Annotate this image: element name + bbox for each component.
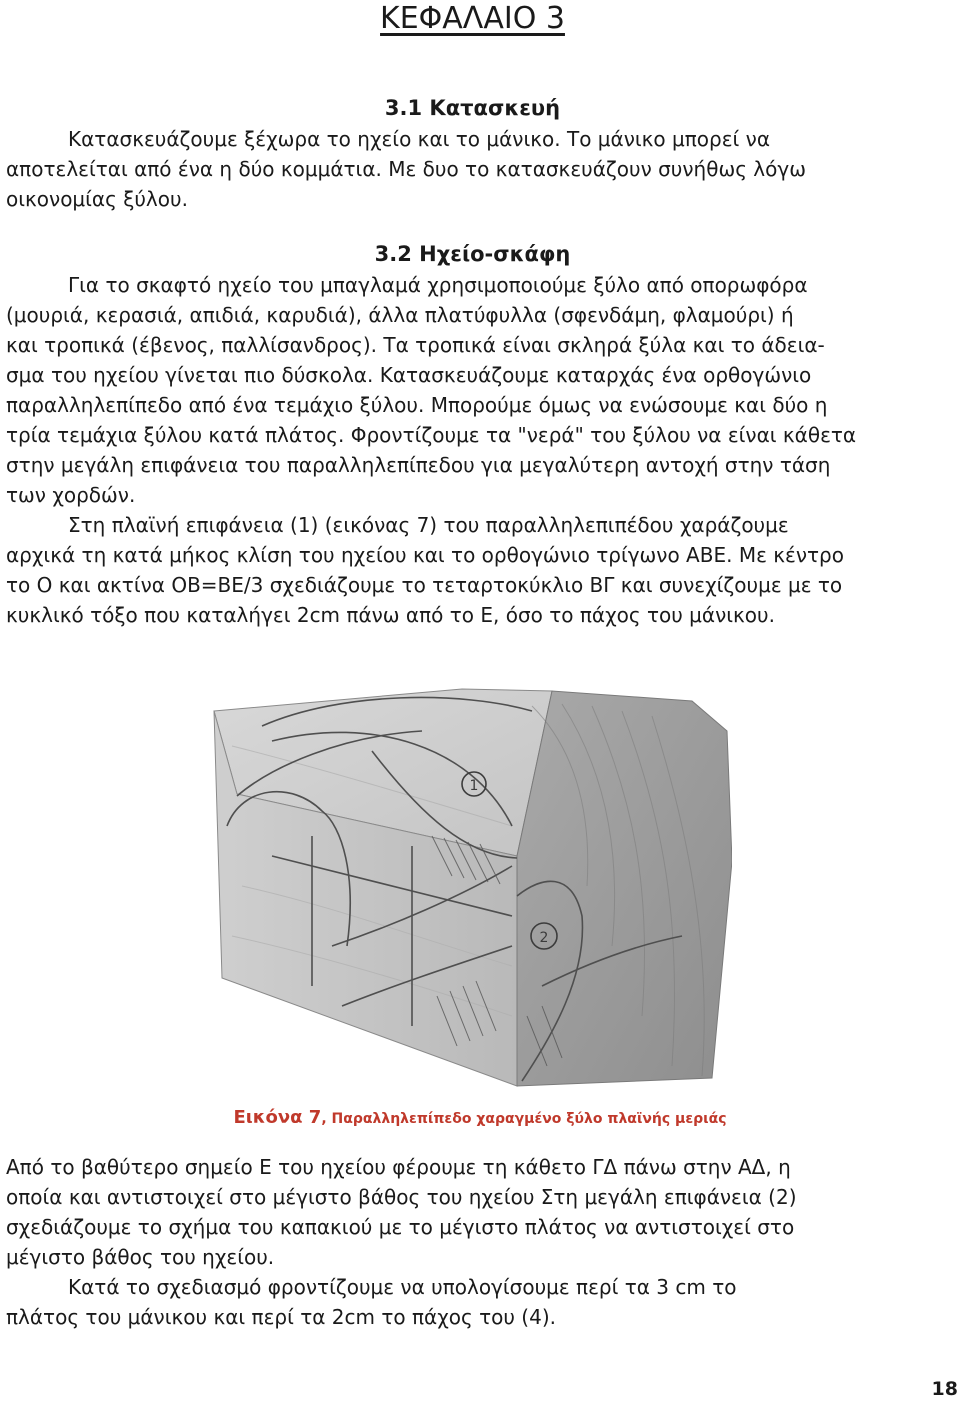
wood-block-photo bbox=[212, 686, 732, 1091]
figure-caption-text: , Παραλληλεπίπεδο χαραγμένο ξύλο πλαϊνής μεριάς bbox=[321, 1111, 727, 1127]
chapter-title: ΚΕΦΑΛΑΙΟ 3 bbox=[380, 1, 565, 36]
marker-1-text: 1 bbox=[469, 778, 479, 794]
section-3-2-paragraph-2 bbox=[6, 510, 951, 630]
block-end-face bbox=[517, 691, 732, 1086]
text-line: οικονομίας ξύλου. bbox=[6, 187, 188, 211]
text-line: Κατασκευάζουμε ξέχωρα το ηχείο και το μάνικο. Το μάνικο μπορεί να bbox=[68, 127, 771, 151]
text-line: (μουριά, κερασιά, απιδιά, καρυδιά), άλλα πλατύφυλλα (σφενδάμη, φλαμούρι) ή bbox=[6, 303, 794, 327]
text-line: παραλληλεπίπεδο από ένα τεμάχιο ξύλου. Μπορούμε όμως να ενώσουμε και δύο η bbox=[6, 393, 828, 417]
text-line: το Ο και ακτίνα ΟΒ=ΒΕ/3 σχεδιάζουμε το τεταρτοκύκλιο ΒΓ και συνεχίζουμε με το bbox=[6, 573, 843, 597]
bottom-paragraph-2 bbox=[6, 1272, 951, 1332]
section-heading-3-1: 3.1 Κατασκευή bbox=[384, 96, 561, 120]
text-line: Κατά το σχεδιασμό φροντίζουμε να υπολογίσουμε περί τα 3 cm το bbox=[68, 1275, 737, 1299]
text-line: στην μεγάλη επιφάνεια του παραλληλεπίπεδου για μεγαλύτερη αντοχή στην τάση bbox=[6, 453, 831, 477]
text-line: Στη πλαϊνή επιφάνεια (1) (εικόνας 7) του παραλληλεπιπέδου χαράζουμε bbox=[68, 513, 789, 537]
text-line: αποτελείται από ένα η δύο κομμάτια. Με δυο το κατασκευάζουν συνήθως λόγω bbox=[6, 157, 806, 181]
section-3-1-paragraph bbox=[6, 124, 951, 214]
text-line: κυκλικό τόξο που καταλήγει 2cm πάνω από το Ε, όσο το πάχος του μάνικου. bbox=[6, 603, 775, 627]
text-line: αρχικά τη κατά μήκος κλίση του ηχείου και το ορθογώνιο τρίγωνο ΑΒΕ. Με κέντρο bbox=[6, 543, 844, 567]
text-line: σμα του ηχείου γίνεται πιο δύσκολα. Κατασκευάζουμε καταρχάς ένα ορθογώνιο bbox=[6, 363, 812, 387]
page-number: 18 bbox=[931, 1378, 958, 1400]
marker-2-text: 2 bbox=[539, 930, 549, 946]
text-line: σχεδιάζουμε το σχήμα του καπακιού με το μέγιστο πλάτος να αντιστοιχεί στο bbox=[6, 1215, 795, 1239]
bottom-paragraph-1 bbox=[6, 1152, 951, 1272]
section-heading-3-2: 3.2 Ηχείο-σκάφη bbox=[374, 242, 571, 266]
figure-caption bbox=[0, 1106, 960, 1131]
text-line: οποία και αντιστοιχεί στο μέγιστο βάθος του ηχείου Στη μεγάλη επιφάνεια (2) bbox=[6, 1185, 797, 1209]
text-line: πλάτος του μάνικου και περί τα 2cm το πάχος του (4). bbox=[6, 1305, 556, 1329]
text-line: Για το σκαφτό ηχείο του μπαγλαμά χρησιμοποιούμε ξύλο από οπορωφόρα bbox=[68, 273, 808, 297]
text-line: μέγιστο βάθος του ηχείου. bbox=[6, 1245, 275, 1269]
text-line: Από το βαθύτερο σημείο Ε του ηχείου φέρουμε τη κάθετο ΓΔ πάνω στην ΑΔ, η bbox=[6, 1155, 791, 1179]
text-line: και τροπικά (έβενος, παλλίσανδρος). Τα τροπικά είναι σκληρά ξύλα και το άδεια- bbox=[6, 333, 825, 357]
section-3-2-paragraph-1 bbox=[6, 270, 951, 510]
text-line: τρία τεμάχια ξύλου κατά πλάτος. Φροντίζουμε τα "νερά" του ξύλου να είναι κάθετα bbox=[6, 423, 857, 447]
figure-label: Εικόνα 7 bbox=[233, 1107, 322, 1128]
text-line: των χορδών. bbox=[6, 483, 136, 507]
